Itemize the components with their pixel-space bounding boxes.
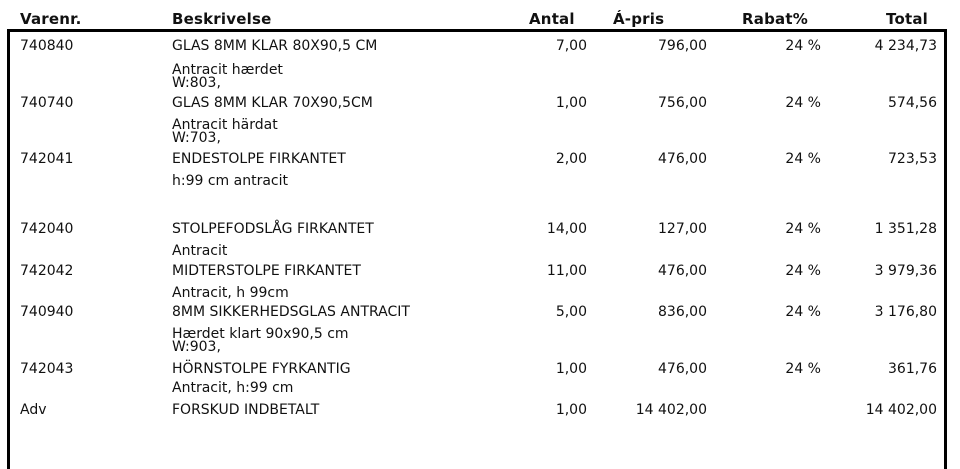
item-description: ENDESTOLPE FIRKANTET bbox=[172, 151, 346, 167]
item-unit-price: 476,00 bbox=[658, 263, 707, 279]
item-number: 742043 bbox=[20, 361, 74, 377]
item-note: Antracit, h:99 cm bbox=[172, 380, 294, 396]
item-note: Antracit, h 99cm bbox=[172, 285, 289, 301]
item-description: 8MM SIKKERHEDSGLAS ANTRACIT bbox=[172, 304, 410, 320]
item-total: 574,56 bbox=[888, 95, 937, 111]
column-header-beskrivelse: Beskrivelse bbox=[172, 10, 272, 28]
item-discount: 24 % bbox=[785, 304, 821, 320]
item-total: 361,76 bbox=[888, 361, 937, 377]
item-description: GLAS 8MM KLAR 80X90,5 CM bbox=[172, 38, 378, 54]
item-total: 14 402,00 bbox=[865, 402, 937, 418]
item-unit-price: 836,00 bbox=[658, 304, 707, 320]
item-number: 742040 bbox=[20, 221, 74, 237]
item-unit-price: 14 402,00 bbox=[635, 402, 707, 418]
column-header-varenr: Varenr. bbox=[20, 10, 82, 28]
item-note: Antracit hærdet W:803, bbox=[172, 62, 283, 91]
item-discount: 24 % bbox=[785, 263, 821, 279]
item-quantity: 1,00 bbox=[555, 402, 587, 418]
item-quantity: 14,00 bbox=[546, 221, 587, 237]
item-discount: 24 % bbox=[785, 151, 821, 167]
item-quantity: 5,00 bbox=[555, 304, 587, 320]
item-number: 742041 bbox=[20, 151, 74, 167]
item-note: h:99 cm antracit bbox=[172, 173, 288, 189]
item-unit-price: 756,00 bbox=[658, 95, 707, 111]
item-unit-price: 127,00 bbox=[658, 221, 707, 237]
item-quantity: 2,00 bbox=[555, 151, 587, 167]
item-note: Antracit härdat W:703, bbox=[172, 117, 278, 146]
item-discount: 24 % bbox=[785, 221, 821, 237]
item-number: 740740 bbox=[20, 95, 74, 111]
item-quantity: 1,00 bbox=[555, 361, 587, 377]
item-quantity: 7,00 bbox=[555, 38, 587, 54]
item-discount: 24 % bbox=[785, 38, 821, 54]
column-header-apris: Á-pris bbox=[613, 10, 665, 28]
item-description: STOLPEFODSLÅG FIRKANTET bbox=[172, 221, 374, 237]
item-note: Hærdet klart 90x90,5 cm W:903, bbox=[172, 326, 349, 355]
column-header-antal: Antal bbox=[529, 10, 575, 28]
item-number: 740940 bbox=[20, 304, 74, 320]
item-number: 740840 bbox=[20, 38, 74, 54]
item-total: 1 351,28 bbox=[874, 221, 937, 237]
item-number: Adv bbox=[20, 402, 47, 418]
item-unit-price: 476,00 bbox=[658, 151, 707, 167]
item-total: 4 234,73 bbox=[874, 38, 937, 54]
item-total: 3 176,80 bbox=[874, 304, 937, 320]
item-number: 742042 bbox=[20, 263, 74, 279]
item-quantity: 1,00 bbox=[555, 95, 587, 111]
item-note: Antracit bbox=[172, 243, 228, 259]
item-description: FORSKUD INDBETALT bbox=[172, 402, 320, 418]
item-unit-price: 796,00 bbox=[658, 38, 707, 54]
item-quantity: 11,00 bbox=[546, 263, 587, 279]
item-description: GLAS 8MM KLAR 70X90,5CM bbox=[172, 95, 373, 111]
item-discount: 24 % bbox=[785, 361, 821, 377]
item-description: MIDTERSTOLPE FIRKANTET bbox=[172, 263, 361, 279]
item-total: 723,53 bbox=[888, 151, 937, 167]
item-unit-price: 476,00 bbox=[658, 361, 707, 377]
item-description: HÖRNSTOLPE FYRKANTIG bbox=[172, 361, 351, 377]
column-header-rabat: Rabat% bbox=[742, 10, 808, 28]
item-total: 3 979,36 bbox=[874, 263, 937, 279]
column-header-total: Total bbox=[886, 10, 928, 28]
item-discount: 24 % bbox=[785, 95, 821, 111]
